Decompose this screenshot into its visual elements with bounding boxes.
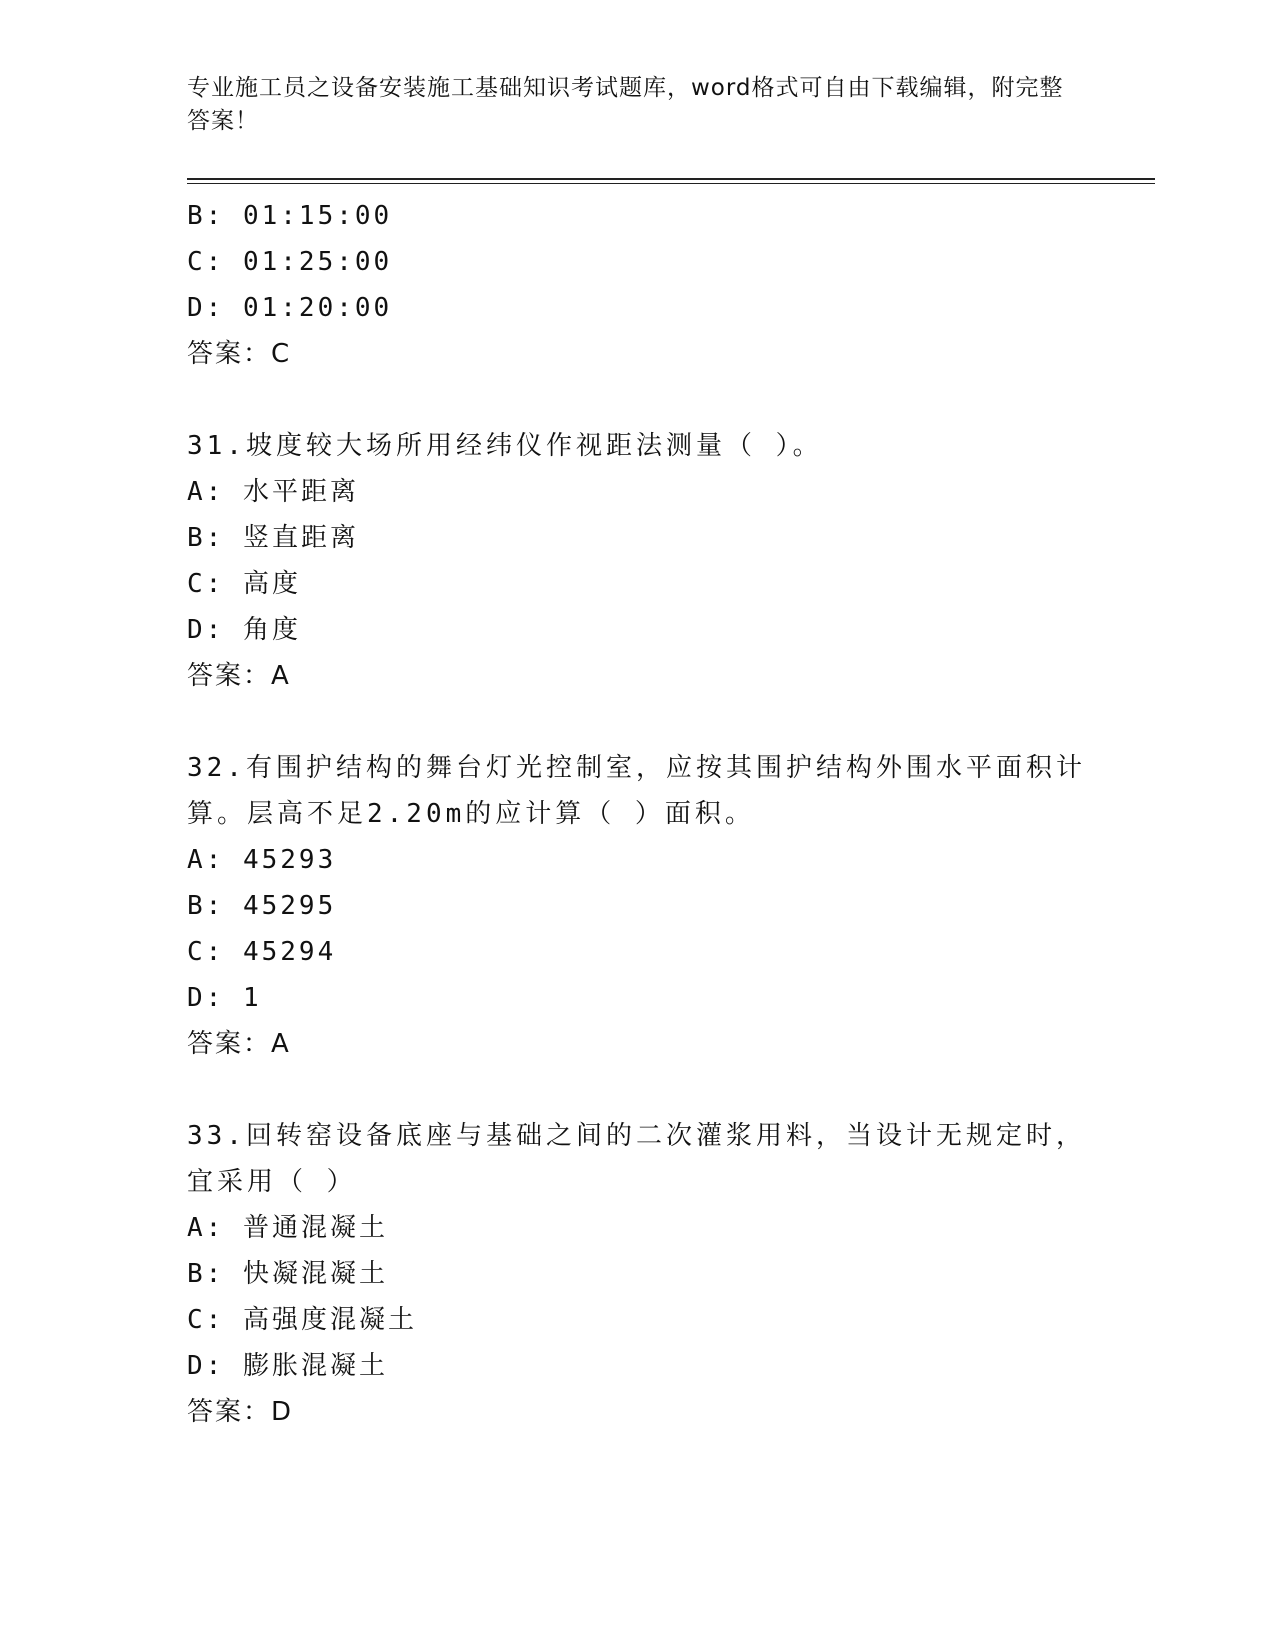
option-c: C: 高强度混凝土 (187, 1305, 417, 1335)
option-b: B: 45295 (187, 891, 337, 921)
question-text: 33.回转窑设备底座与基础之间的二次灌浆用料，当设计无规定时，宜采用（ ） (187, 1121, 1086, 1197)
answer-line: 答案：C (187, 339, 292, 369)
page-header-title: 专业施工员之设备安装施工基础知识考试题库，word格式可自由下载编辑，附完整答案！ (187, 75, 1064, 134)
option-a: A: 45293 (187, 845, 337, 875)
option-c: C: 01:25:00 (187, 247, 393, 277)
question-content (187, 193, 1107, 1435)
option-d: D: 膨胀混凝土 (187, 1351, 388, 1381)
previous-question-tail (187, 193, 1107, 377)
question-32 (187, 745, 1107, 1067)
question-text: 31.坡度较大场所用经纬仪作视距法测量（ ）。 (187, 431, 823, 461)
option-d: D: 1 (187, 983, 262, 1013)
question-33 (187, 1113, 1107, 1435)
header-divider-thin (187, 183, 1155, 184)
question-31 (187, 423, 1107, 699)
option-b: B: 竖直距离 (187, 523, 359, 553)
option-a: A: 水平距离 (187, 477, 359, 507)
option-c: C: 45294 (187, 937, 337, 967)
option-b: B: 01:15:00 (187, 201, 393, 231)
header-divider-thick (187, 178, 1155, 180)
option-c: C: 高度 (187, 569, 301, 599)
answer-line: 答案：A (187, 661, 291, 691)
option-b: B: 快凝混凝土 (187, 1259, 388, 1289)
answer-line: 答案：D (187, 1397, 294, 1427)
option-a: A: 普通混凝土 (187, 1213, 388, 1243)
answer-line: 答案：A (187, 1029, 291, 1059)
question-text: 32.有围护结构的舞台灯光控制室，应按其围护结构外围水平面积计算。层高不足2.20m的应计算（ ）面积。 (187, 753, 1086, 829)
option-d: D: 01:20:00 (187, 293, 393, 323)
option-d: D: 角度 (187, 615, 301, 645)
